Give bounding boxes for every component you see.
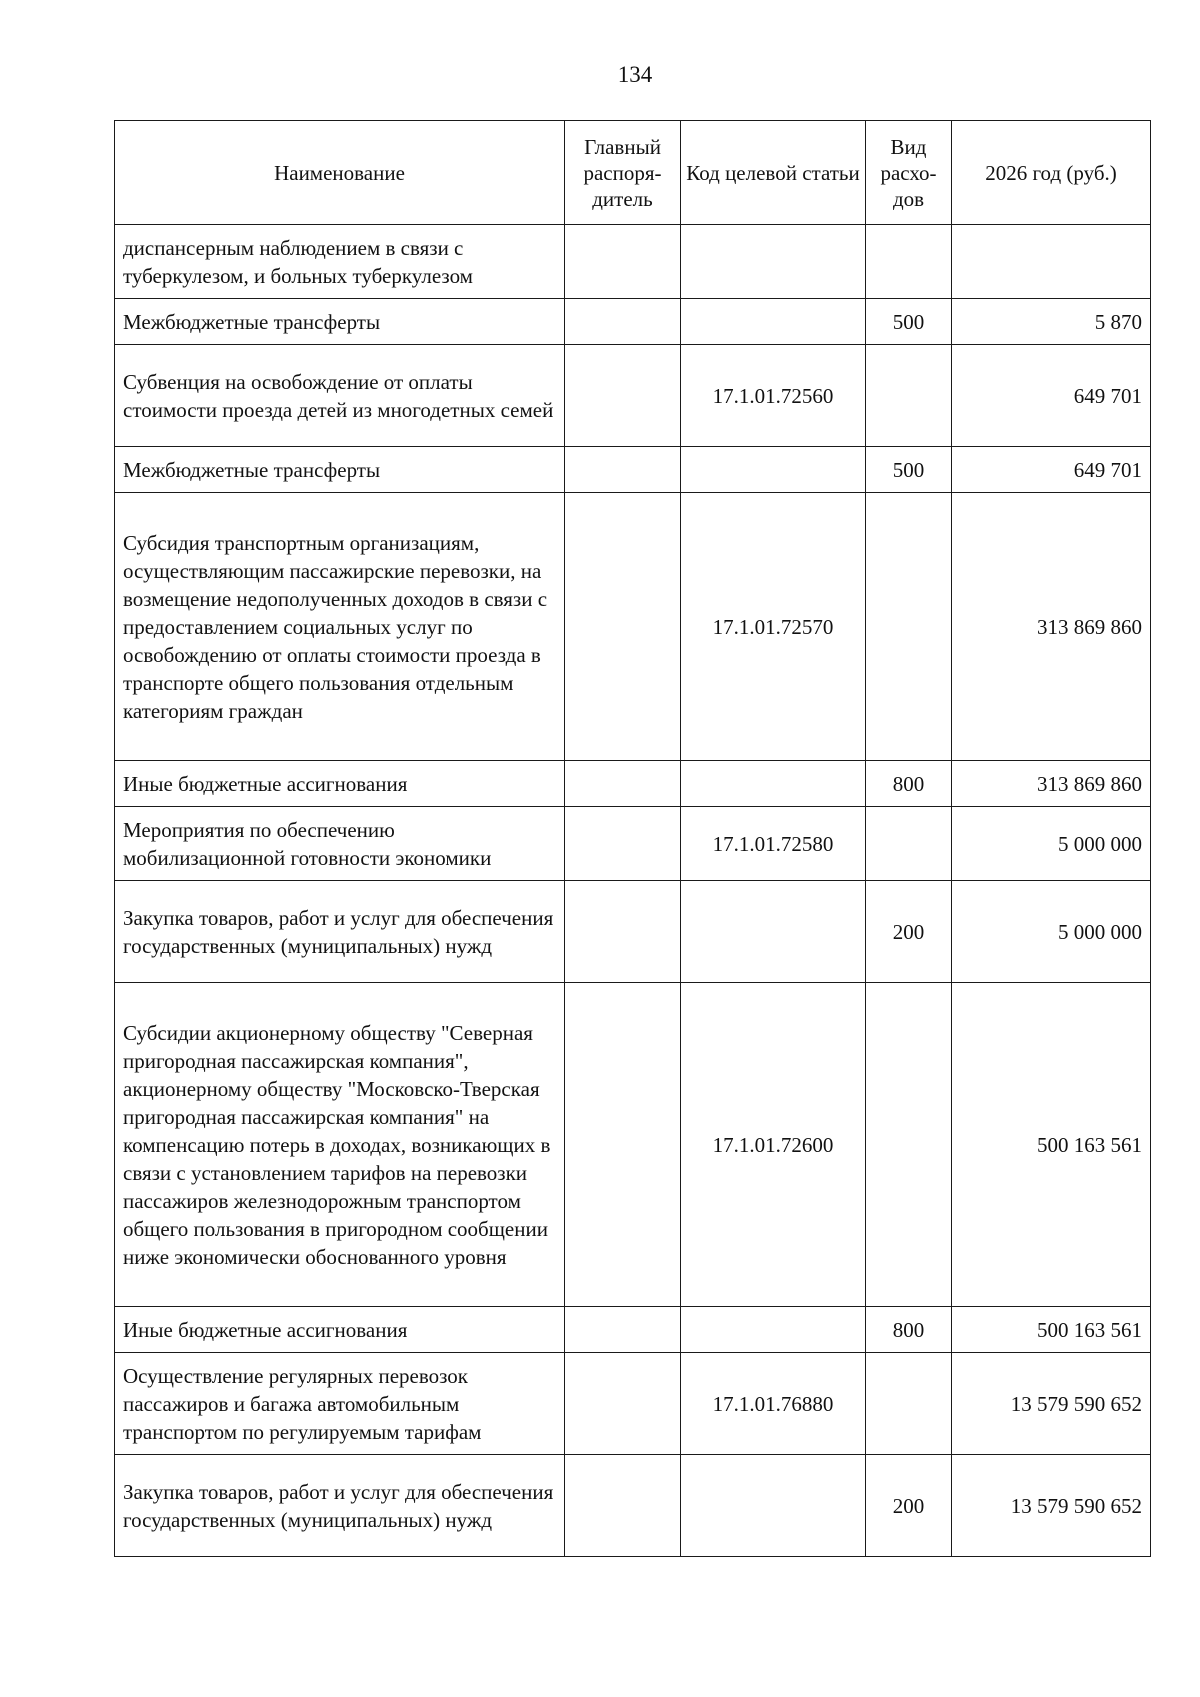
row-sum: 13 579 590 652 — [952, 1455, 1151, 1557]
row-name: Межбюджетные трансферты — [115, 299, 565, 345]
table-row — [115, 1353, 1151, 1455]
row-name: Закупка товаров, работ и услуг для обеспечения государственных (муниципальных) нужд — [115, 881, 565, 983]
table-row — [115, 345, 1151, 447]
row-name: Субвенция на освобождение от оплаты стоимости проезда детей из многодетных семей — [115, 345, 565, 447]
budget-table — [114, 120, 1151, 1557]
row-admin — [565, 1455, 681, 1557]
table-row — [115, 983, 1151, 1307]
row-name: Субсидии акционерному обществу "Северная пригородная пассажирская компания", акционерному обществу "Московско-Тверская пригородная пассажирская компания" на компенсацию потерь в доходах, возникающих в связи с установлением тарифов на перевозки пассажиров железнодорожным транспортом общего пользования в пригородном сообщении ниже экономически обоснованного уровня — [115, 983, 565, 1307]
table-row — [115, 807, 1151, 881]
row-code — [681, 1455, 866, 1557]
table-row — [115, 299, 1151, 345]
row-admin — [565, 493, 681, 761]
row-admin — [565, 225, 681, 299]
row-code — [681, 761, 866, 807]
row-sum: 5 000 000 — [952, 881, 1151, 983]
row-sum: 313 869 860 — [952, 493, 1151, 761]
table-row — [115, 1455, 1151, 1557]
row-admin — [565, 345, 681, 447]
header-name: Наименование — [115, 121, 565, 225]
page-number: 134 — [617, 62, 653, 87]
row-sum: 313 869 860 — [952, 761, 1151, 807]
row-admin — [565, 983, 681, 1307]
row-admin — [565, 881, 681, 983]
row-admin — [565, 447, 681, 493]
row-code — [681, 299, 866, 345]
row-sum: 5 870 — [952, 299, 1151, 345]
row-admin — [565, 299, 681, 345]
row-kind: 200 — [866, 1455, 952, 1557]
row-admin — [565, 1307, 681, 1353]
table-row — [115, 881, 1151, 983]
row-sum: 500 163 561 — [952, 983, 1151, 1307]
row-admin — [565, 807, 681, 881]
row-name: Осуществление регулярных перевозок пассажиров и багажа автомобильным транспортом по регулируемым тарифам — [115, 1353, 565, 1455]
row-sum: 5 000 000 — [952, 807, 1151, 881]
row-sum: 649 701 — [952, 345, 1151, 447]
row-kind — [866, 1353, 952, 1455]
row-code: 17.1.01.72580 — [681, 807, 866, 881]
row-kind — [866, 983, 952, 1307]
row-admin — [565, 761, 681, 807]
table-row — [115, 761, 1151, 807]
row-code — [681, 225, 866, 299]
row-name: Иные бюджетные ассигнования — [115, 761, 565, 807]
row-sum: 649 701 — [952, 447, 1151, 493]
row-code — [681, 447, 866, 493]
table-row — [115, 225, 1151, 299]
row-code: 17.1.01.72570 — [681, 493, 866, 761]
row-sum — [952, 225, 1151, 299]
table-header-row — [115, 121, 1151, 225]
row-sum: 500 163 561 — [952, 1307, 1151, 1353]
row-name: Межбюджетные трансферты — [115, 447, 565, 493]
row-sum: 13 579 590 652 — [952, 1353, 1151, 1455]
header-sum: 2026 год (руб.) — [952, 121, 1151, 225]
row-admin — [565, 1353, 681, 1455]
row-name: Мероприятия по обеспечению мобилизационной готовности экономики — [115, 807, 565, 881]
row-code: 17.1.01.72600 — [681, 983, 866, 1307]
row-kind — [866, 345, 952, 447]
header-admin: Главный распоря-дитель — [565, 121, 681, 225]
row-kind — [866, 493, 952, 761]
table-row — [115, 447, 1151, 493]
header-kind: Вид расхо-дов — [866, 121, 952, 225]
header-code: Код целевой статьи — [681, 121, 866, 225]
row-kind: 800 — [866, 1307, 952, 1353]
row-kind: 500 — [866, 299, 952, 345]
row-kind: 200 — [866, 881, 952, 983]
table-row — [115, 1307, 1151, 1353]
row-name: Субсидия транспортным организациям, осуществляющим пассажирские перевозки, на возмещение недополученных доходов в связи с предоставлением социальных услуг по освобождению от оплаты стоимости проезда в транспорте общего пользования отдельным категориям граждан — [115, 493, 565, 761]
row-kind — [866, 807, 952, 881]
row-kind: 800 — [866, 761, 952, 807]
row-name: диспансерным наблюдением в связи с туберкулезом, и больных туберкулезом — [115, 225, 565, 299]
row-code: 17.1.01.72560 — [681, 345, 866, 447]
row-name: Иные бюджетные ассигнования — [115, 1307, 565, 1353]
row-code: 17.1.01.76880 — [681, 1353, 866, 1455]
table-row — [115, 493, 1151, 761]
row-code — [681, 1307, 866, 1353]
row-kind: 500 — [866, 447, 952, 493]
row-name: Закупка товаров, работ и услуг для обеспечения государственных (муниципальных) нужд — [115, 1455, 565, 1557]
row-kind — [866, 225, 952, 299]
row-code — [681, 881, 866, 983]
